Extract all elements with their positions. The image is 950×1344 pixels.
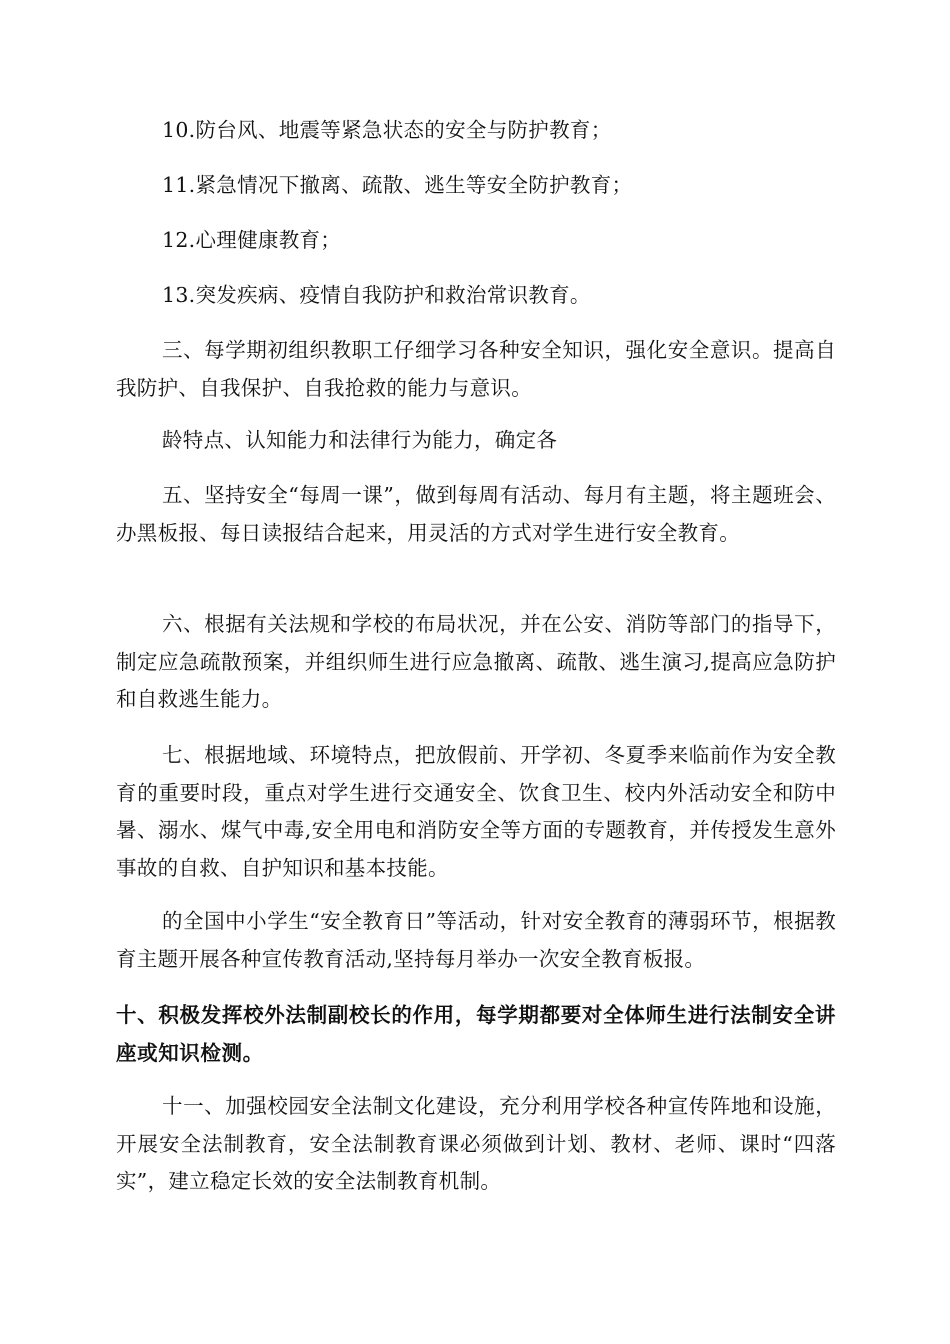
- list-item-12: 12.心理健康教育；: [162, 228, 342, 252]
- paragraph-section-11: 十一、加强校园安全法制文化建设，充分利用学校各种宣传阵地和设施，开展安全法制教育，安全法制教育课必须做到计划、教材、老师、课时“四落实”，建立稳定长效的安全法制教育机制。: [116, 1094, 836, 1193]
- paragraph-section-6: 六、根据有关法规和学校的布局状况，并在公安、消防等部门的指导下，制定应急疏散预案，并组织师生进行应急撤离、疏散、逃生演习,提高应急防护和自救逃生能力。: [116, 612, 836, 711]
- list-item-13: 13.突发疾病、疫情自我防护和救治常识教育。: [162, 283, 591, 307]
- list-item-11: 11.紧急情况下撤离、疏散、逃生等安全防护教育；: [162, 173, 633, 197]
- paragraph-section-7: 七、根据地域、环境特点，把放假前、开学初、冬夏季来临前作为安全教育的重要时段，重点对学生进行交通安全、饮食卫生、校内外活动安全和防中暑、溺水、煤气中毒,安全用电和消防安全等方面的专题教育，并传授发生意外事故的自救、自护知识和基本技能。: [116, 743, 836, 880]
- list-item-10: 10.防台风、地震等紧急状态的安全与防护教育；: [162, 118, 612, 142]
- paragraph-section-10-bold: 十、积极发挥校外法制副校长的作用，每学期都要对全体师生进行法制安全讲座或知识检测。: [116, 1003, 836, 1065]
- paragraph-section-3: 三、每学期初组织教职工仔细学习各种安全知识，强化安全意识。提高自我防护、自我保护、自我抢救的能力与意识。: [116, 338, 836, 400]
- paragraph-safety-day: 的全国中小学生“安全教育日”等活动，针对安全教育的薄弱环节，根据教育主题开展各种宣传教育活动,坚持每月举办一次安全教育板报。: [116, 909, 836, 971]
- paragraph-fragment: 龄特点、认知能力和法律行为能力，确定各: [162, 428, 558, 452]
- paragraph-section-5: 五、坚持安全“每周一课”，做到每周有活动、每月有主题，将主题班会、办黑板报、每日读报结合起来，用灵活的方式对学生进行安全教育。: [116, 483, 836, 545]
